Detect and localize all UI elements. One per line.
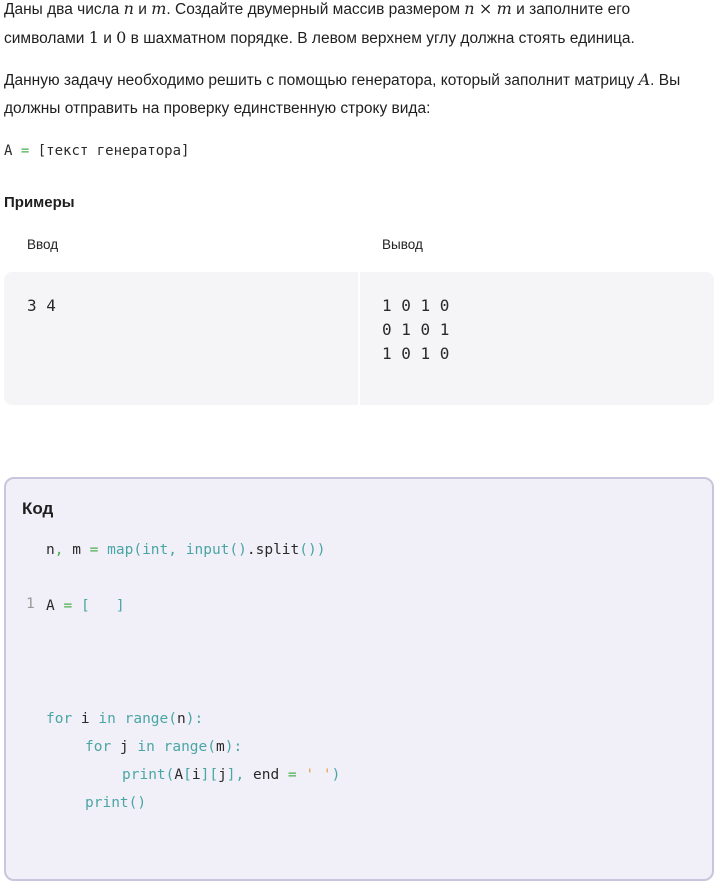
examples-title: Примеры (4, 194, 75, 211)
task-text: . Создайте двумерный массив размером (166, 1, 465, 18)
code-line-editable[interactable]: A = [ ] (46, 598, 125, 614)
code-editor (4, 477, 714, 881)
math-one: 1 (88, 28, 99, 47)
answer-format (4, 141, 189, 161)
examples-output-header: Вывод (382, 237, 423, 252)
task-text: и (98, 30, 117, 47)
code-lhs: A (4, 143, 13, 159)
task-description (4, 0, 714, 53)
math-n: n (464, 0, 475, 18)
math-m: m (496, 0, 512, 18)
code-line: n, m = map(int, input().split()) (46, 542, 326, 558)
math-times: × (478, 0, 493, 18)
examples-divider (358, 272, 360, 405)
code-rhs: [текст генератора] (37, 143, 190, 159)
task-text: . Вы должны отправить на проверку единственную строку вида: (4, 72, 681, 117)
code-eq: = (12, 143, 38, 159)
examples-input-header: Ввод (27, 237, 59, 252)
code-title: Код (22, 499, 54, 518)
code-line: print() (85, 795, 147, 811)
code-line: for j in range(m): (85, 739, 243, 755)
math-A: A (638, 70, 651, 89)
example-input[interactable]: 3 4 (27, 296, 56, 315)
examples-table (4, 272, 714, 405)
task-text: и заполните его символами (4, 1, 631, 47)
line-number: 1 (26, 596, 35, 612)
task-text: в шахматном порядке. В левом верхнем углу должна стоять единица. (126, 30, 635, 47)
math-n: n (123, 0, 134, 18)
example-output[interactable]: 1 0 1 0 0 1 0 1 1 0 1 0 (382, 296, 450, 363)
task-text: Даны два числа (4, 1, 124, 18)
code-line: for i in range(n): (46, 711, 204, 727)
math-m: m (151, 0, 167, 18)
task-text: и (133, 1, 152, 18)
task-text: Данную задачу необходимо решить с помощью генератора, который заполнит матрицу (4, 72, 639, 89)
task-instructions (4, 66, 714, 123)
code-line: print(A[i][j], end = ' ') (122, 767, 341, 783)
math-zero: 0 (116, 28, 127, 47)
